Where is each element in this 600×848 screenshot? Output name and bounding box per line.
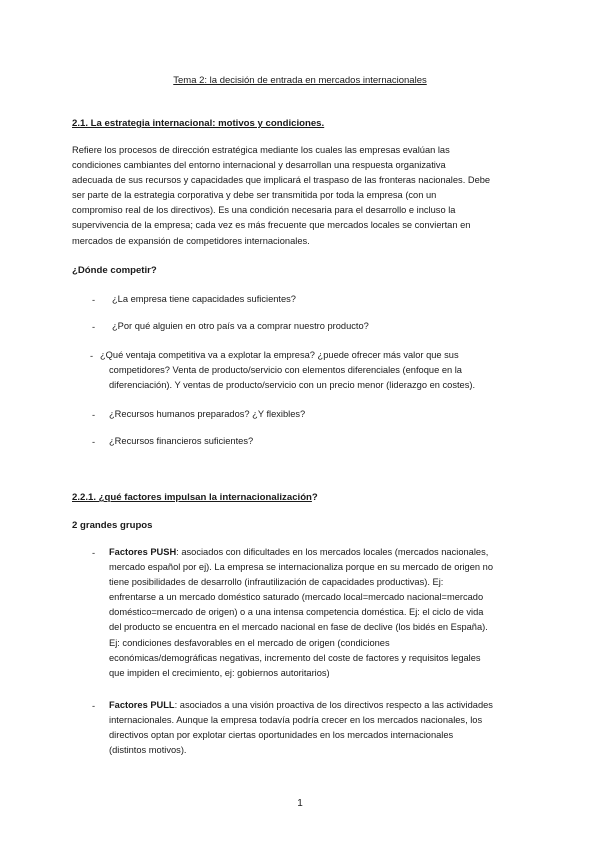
heading-suffix: ? bbox=[311, 492, 318, 503]
push-line: que impiden el crecimiento, ej: gobiernos autoritarios) bbox=[109, 667, 330, 678]
push-line: tiene posibilidades de desarrollo (infrautilización de capacidades productivas). Ej: bbox=[109, 577, 444, 588]
bullet-line: ¿Recursos humanos preparados? ¿Y flexibles? bbox=[109, 409, 306, 419]
bullet-dash: - bbox=[92, 322, 96, 332]
bullet-line: competidores? Venta de producto/servicio con elementos diferenciales (enfoque en la bbox=[109, 365, 462, 376]
paragraph-line: supervivencia de la empresa; cada vez es más frecuente que mercados locales se conviertan en bbox=[72, 220, 471, 231]
push-label: Factores PUSH bbox=[109, 547, 177, 557]
bullet-item bbox=[109, 434, 253, 449]
pull-factors-item bbox=[109, 698, 493, 758]
pull-line: directivos optan por explotar ciertas oportunidades en los mercados internacionales bbox=[109, 730, 454, 741]
bullet-item bbox=[109, 407, 305, 422]
intro-paragraph bbox=[72, 143, 532, 249]
bullet-dash: - bbox=[90, 351, 94, 361]
section-heading-2-2-1 bbox=[72, 492, 318, 503]
section-heading-2-1 bbox=[72, 118, 324, 129]
push-line: mercado español por ej). La empresa se internacionaliza porque en su mercado de origen no bbox=[109, 562, 493, 573]
bullet-line: ¿Recursos financieros suficientes? bbox=[109, 436, 254, 446]
pull-line: : asociados a una visión proactiva de los directivos respecto a las actividades bbox=[174, 700, 493, 710]
section-heading-2-2-1-text: 2.2.1. ¿qué factores impulsan la internacionalización bbox=[72, 492, 312, 503]
push-line: enfrentarse a un mercado doméstico saturado (mercado local=mercado nacional=mercado bbox=[109, 592, 484, 603]
push-line: : asociados con dificultades en los mercados locales (mercados nacionales, bbox=[176, 547, 489, 557]
paragraph-line: mercados de expansión de competidores internacionales. bbox=[72, 235, 310, 246]
pull-label: Factores PULL bbox=[109, 700, 175, 710]
paragraph-line: condiciones cambiantes del entorno internacional y desarrollan una respuesta organizativa bbox=[72, 160, 446, 171]
question-heading: ¿Dónde competir? bbox=[72, 265, 157, 276]
paragraph-line: compromiso real de los directivos). Es una condición necesaria para el desarrollo e incluso la bbox=[72, 205, 456, 216]
paragraph-line: ser parte de la estrategia corporativa y debe ser transmitida por toda la empresa (con un bbox=[72, 190, 437, 201]
bullet-line: ¿Por qué alguien en otro país va a comprar nuestro producto? bbox=[112, 321, 369, 331]
bullet-line: ¿La empresa tiene capacidades suficientes? bbox=[112, 294, 296, 304]
push-line: económicas/demográficas negativas, incremento del coste de factores y requisitos legales bbox=[109, 652, 481, 663]
bullet-dash: - bbox=[92, 410, 96, 420]
bullet-line: ¿Qué ventaja competitiva va a explotar la empresa? ¿puede ofrecer más valor que sus bbox=[100, 350, 459, 360]
pull-dash: - bbox=[92, 701, 96, 711]
groups-subheading: 2 grandes grupos bbox=[72, 520, 153, 531]
bullet-item bbox=[112, 292, 296, 307]
bullet-dash: - bbox=[92, 437, 96, 447]
bullet-line: diferenciación). Y ventas de producto/servicio con un precio menor (liderazgo en costes). bbox=[109, 380, 476, 391]
push-dash: - bbox=[92, 548, 96, 558]
bullet-dash: - bbox=[92, 295, 96, 305]
bullet-item bbox=[112, 319, 369, 334]
page-number: 1 bbox=[297, 798, 303, 809]
pull-line: internacionales. Aunque la empresa todavía podría crecer en los mercados nacionales, los bbox=[109, 715, 483, 726]
pull-line: (distintos motivos). bbox=[109, 745, 187, 756]
section-heading-2-1-text: 2.1. La estrategia internacional: motivos y condiciones. bbox=[72, 118, 325, 129]
bullet-item bbox=[100, 348, 475, 393]
paragraph-line: adecuada de sus recursos y capacidades que implicará el traspaso de las fronteras nacionales. Debe bbox=[72, 175, 491, 186]
paragraph-line: Refiere los procesos de dirección estratégica mediante los cuales las empresas evalúan las bbox=[72, 145, 450, 155]
push-factors-item bbox=[109, 545, 493, 681]
push-line: del producto se encuentra en el mercado nacional en fase de declive (los bidés en España). bbox=[109, 622, 488, 633]
push-line: doméstico=mercado de origen) o a una intensa competencia doméstica. Ej: el ciclo de vida bbox=[109, 607, 484, 618]
push-line: Ej: condiciones desfavorables en el mercado de origen (condiciones bbox=[109, 637, 390, 648]
document-title: Tema 2: la decisión de entrada en mercados internacionales bbox=[173, 75, 427, 86]
